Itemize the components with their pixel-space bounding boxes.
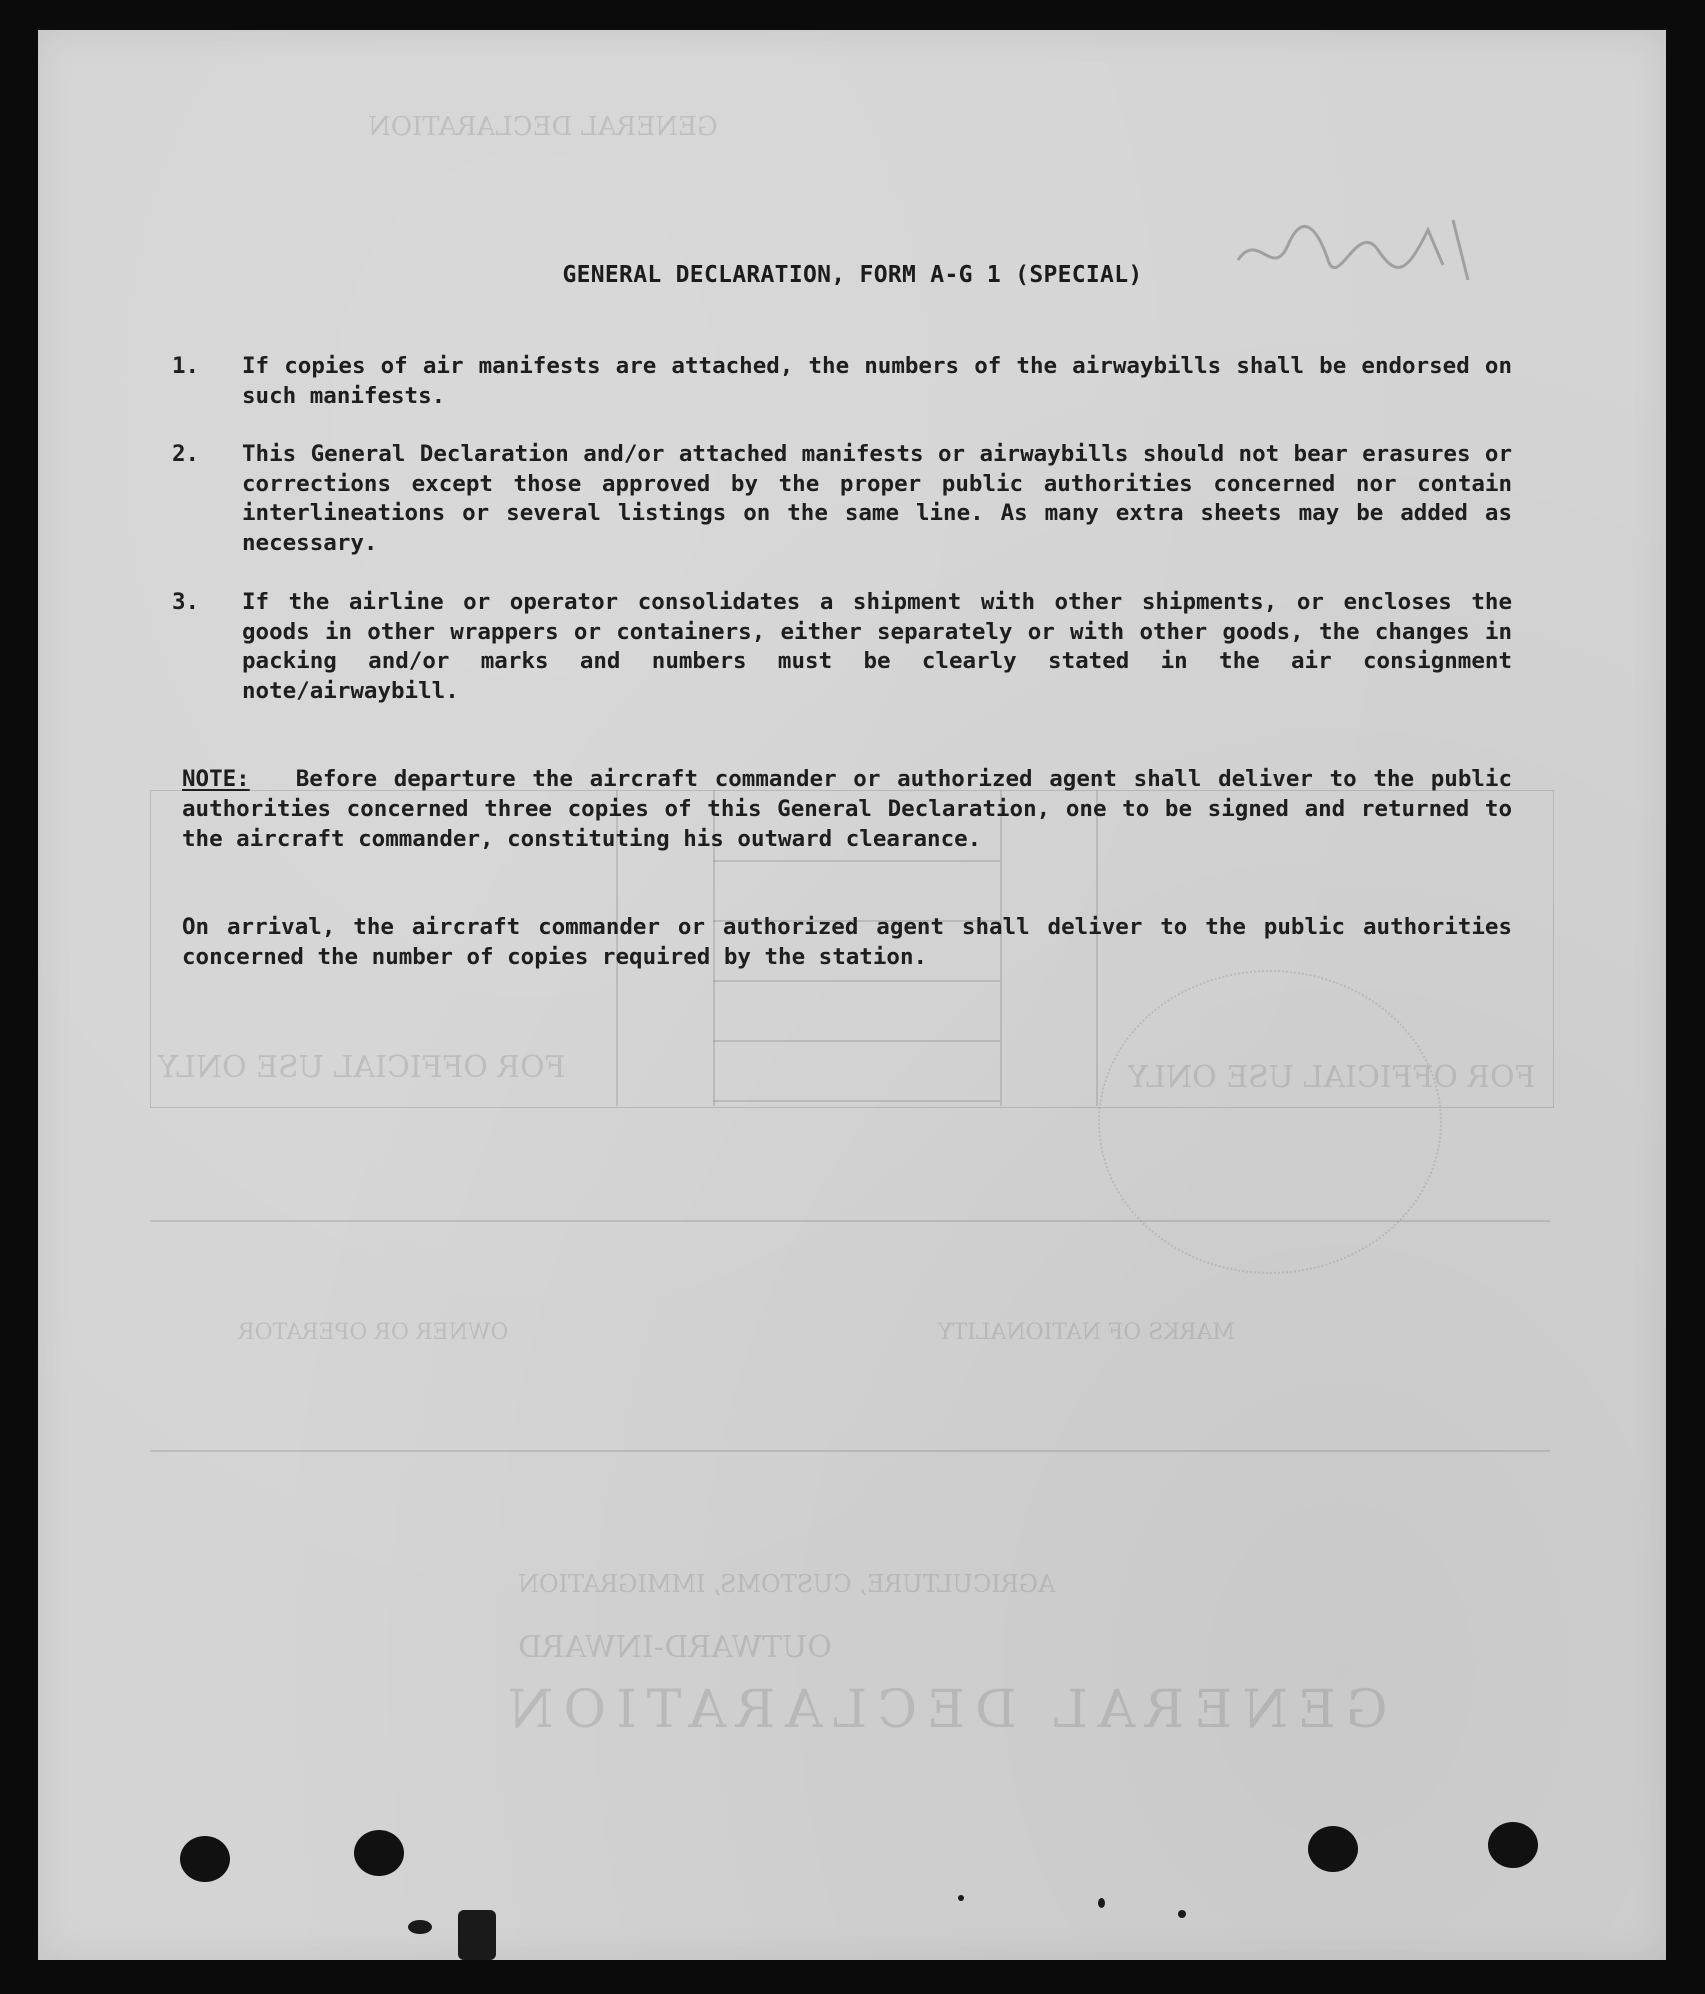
bleed-through-lettering: FOR OFFICIAL USE ONLY bbox=[1128, 1060, 1536, 1095]
bleed-through-lettering: GENERAL DECLARATION bbox=[368, 112, 718, 142]
bleed-through-lettering: AGRICULTURE, CUSTOMS, IMMIGRATION bbox=[518, 1570, 1056, 1598]
bleed-through-lettering: OUTWARD-INWARD bbox=[518, 1630, 832, 1665]
item-text: This General Declaration and/or attached manifests or airwaybills should not bear erasures or corrections except those approved by the proper public authorities concerned nor contain interlineations or several listings on the same line. As many extra sheets may be added as necessary. bbox=[242, 441, 1512, 556]
speck bbox=[408, 1920, 432, 1934]
instruction-item-1 bbox=[172, 352, 1512, 411]
bleed-through-rule bbox=[713, 1100, 1000, 1102]
note-text: Before departure the aircraft commander or authorized agent shall deliver to the public authorities concerned three copies of this General Declaration, one to be signed and returned to the aircraft commander, constituting his outward clearance. bbox=[182, 766, 1512, 852]
item-number: 3. bbox=[172, 589, 200, 615]
bleed-through-lettering: FOR OFFICIAL USE ONLY bbox=[158, 1050, 566, 1085]
punch-hole bbox=[1308, 1826, 1358, 1872]
bleed-through-rule bbox=[150, 1450, 1550, 1452]
item-text: If the airline or operator consolidates a shipment with other shipments, or encloses the goods in other wrappers or containers, either separately or with other goods, the changes in packing and/or marks and numbers must be clearly stated in the air consignment note/airwaybill. bbox=[242, 589, 1512, 704]
speck bbox=[1178, 1910, 1186, 1918]
bleed-through-stamp bbox=[1098, 970, 1442, 1274]
note-label: NOTE: bbox=[182, 766, 250, 792]
speck bbox=[1098, 1898, 1105, 1908]
punch-hole bbox=[1488, 1822, 1538, 1868]
instruction-item-3 bbox=[172, 588, 1512, 706]
speck bbox=[958, 1895, 964, 1901]
item-number: 2. bbox=[172, 441, 200, 467]
bleed-through-rule bbox=[713, 980, 1000, 982]
arrival-note: On arrival, the aircraft commander or authorized agent shall deliver to the public authorities concerned the number of copies required by the station. bbox=[182, 914, 1512, 970]
bleed-through-lettering: OWNER OR OPERATOR bbox=[238, 1320, 509, 1345]
item-text: If copies of air manifests are attached, the numbers of the airwaybills shall be endorsed on such manifests. bbox=[242, 353, 1512, 409]
speck bbox=[458, 1910, 496, 1960]
bleed-through-rule bbox=[713, 1040, 1000, 1042]
bleed-through-lettering: GENERAL DECLARATION bbox=[498, 1680, 1388, 1740]
paper-sheet bbox=[38, 30, 1666, 1960]
item-number: 1. bbox=[172, 353, 200, 379]
punch-hole bbox=[354, 1830, 404, 1876]
bleed-through-lettering: MARKS OF NATIONALITY bbox=[938, 1320, 1235, 1345]
departure-note bbox=[182, 764, 1512, 854]
bleed-through-rule bbox=[713, 860, 1000, 862]
instruction-item-2 bbox=[172, 440, 1512, 558]
punch-hole bbox=[180, 1836, 230, 1882]
document-title: GENERAL DECLARATION, FORM A-G 1 (SPECIAL) bbox=[562, 262, 1143, 288]
